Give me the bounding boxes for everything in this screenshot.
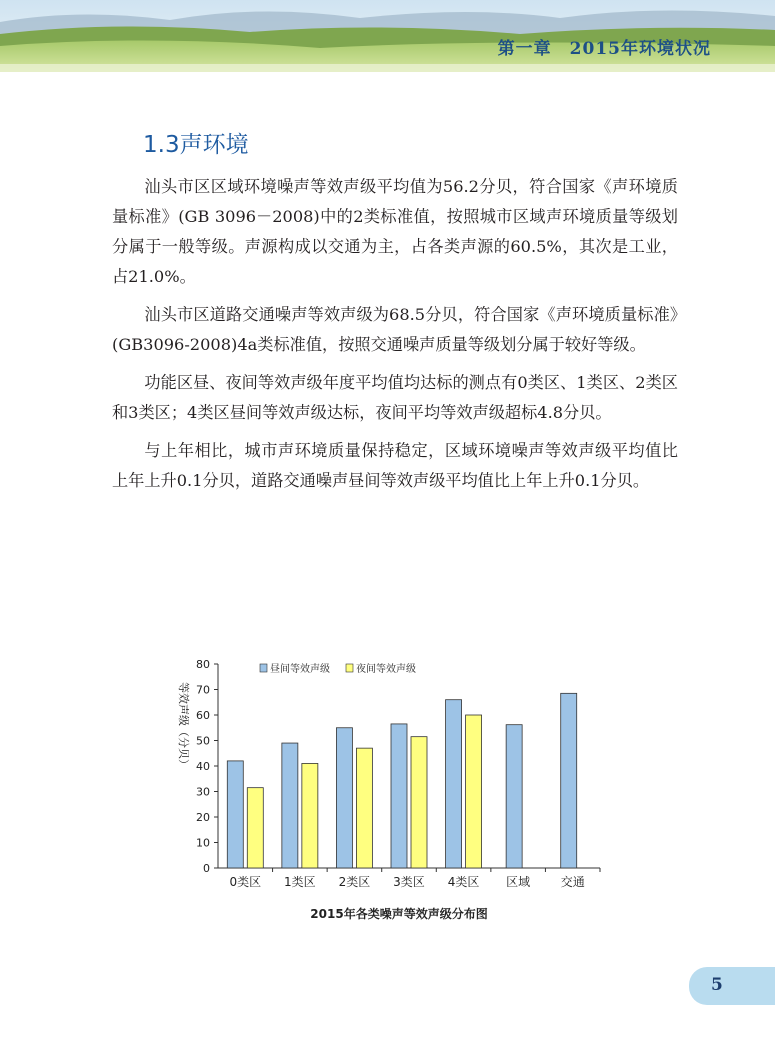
x-tick-label: 区域 bbox=[506, 875, 531, 889]
noise-bar-chart bbox=[160, 650, 620, 940]
legend-swatch bbox=[346, 664, 353, 672]
bar-day bbox=[391, 724, 407, 868]
paragraph: 汕头市区区域环境噪声等效声级平均值为56.2分贝，符合国家《声环境质量标准》(GB 3096－2008)中的2类标准值，按照城市区域声环境质量等级划分属于一般等级。声源构成以交通为主，占各类声源的60.5%，其次是工业，占21.0%。 bbox=[112, 177, 678, 286]
paragraph: 与上年相比，城市声环境质量保持稳定，区域环境噪声等效声级平均值比上年上升0.1分贝，道路交通噪声昼间等效声级平均值比上年上升0.1分贝。 bbox=[112, 441, 678, 490]
bar-night bbox=[466, 715, 482, 868]
legend-swatch bbox=[260, 664, 267, 672]
y-tick-label: 20 bbox=[196, 811, 210, 824]
chart-title: 2015年各类噪声等效声级分布图 bbox=[310, 907, 488, 921]
bar-day bbox=[282, 743, 298, 868]
bar-day bbox=[506, 725, 522, 868]
y-axis-label: 等效声级（分贝） bbox=[177, 682, 190, 770]
y-tick-label: 80 bbox=[196, 658, 210, 671]
x-tick-label: 1类区 bbox=[284, 875, 316, 889]
body-text bbox=[112, 172, 678, 504]
y-tick-label: 0 bbox=[203, 862, 210, 875]
y-tick-label: 30 bbox=[196, 785, 210, 799]
bar-day bbox=[446, 700, 462, 868]
legend-label: 夜间等效声级 bbox=[356, 664, 416, 675]
x-tick-label: 交通 bbox=[560, 875, 585, 889]
x-tick-label: 4类区 bbox=[447, 875, 480, 889]
page-number-tab bbox=[689, 967, 775, 1005]
bar-day bbox=[227, 761, 243, 868]
chapter-title: 第一章 2015年环境状况 bbox=[497, 39, 711, 59]
bar-day bbox=[336, 728, 352, 868]
x-tick-label: 3类区 bbox=[393, 875, 425, 889]
paragraph: 汕头市区道路交通噪声等效声级为68.5分贝，符合国家《声环境质量标准》(GB3096-2008)4a类标准值，按照交通噪声质量等级划分属于较好等级。 bbox=[112, 305, 678, 354]
y-tick-label: 60 bbox=[196, 709, 210, 722]
bar-day bbox=[561, 693, 577, 868]
bar-night bbox=[411, 737, 427, 868]
bar-night bbox=[302, 763, 318, 868]
y-tick-label: 40 bbox=[196, 760, 210, 773]
bar-night bbox=[247, 788, 263, 868]
x-tick-label: 0类区 bbox=[229, 875, 262, 889]
section-title: 1.3声环境 bbox=[143, 132, 249, 158]
chart-svg bbox=[160, 650, 620, 940]
x-tick-label: 2类区 bbox=[338, 875, 371, 889]
paragraph: 功能区昼、夜间等效声级年度平均值均达标的测点有0类区、1类区、2类区和3类区；4类区昼间等效声级达标，夜间平均等效声级超标4.8分贝。 bbox=[112, 373, 678, 422]
y-tick-label: 50 bbox=[196, 734, 210, 748]
y-tick-label: 10 bbox=[196, 836, 210, 850]
page-number: 5 bbox=[711, 975, 723, 995]
legend-label: 昼间等效声级 bbox=[270, 664, 330, 675]
bar-night bbox=[356, 748, 372, 868]
y-tick-label: 70 bbox=[196, 683, 210, 697]
